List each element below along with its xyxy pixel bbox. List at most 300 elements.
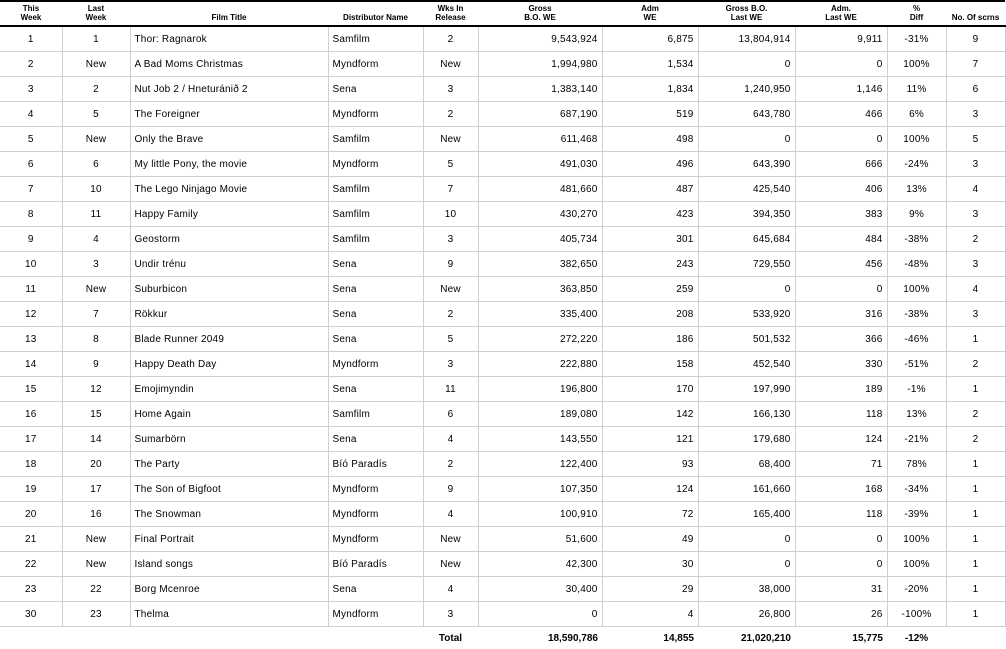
cell-last-week: 7: [62, 302, 130, 327]
cell-distributor: Samfilm: [328, 177, 423, 202]
cell-distributor: Sena: [328, 327, 423, 352]
cell-last-week: 3: [62, 252, 130, 277]
header-gross-last-we: Gross B.O. Last WE: [698, 1, 795, 26]
header-gross-bo-we: Gross B.O. WE: [478, 1, 602, 26]
cell-screens: 2: [946, 352, 1005, 377]
cell-last-week: 5: [62, 102, 130, 127]
cell-last-week: 20: [62, 452, 130, 477]
cell-percent-diff: -31%: [887, 26, 946, 52]
cell-weeks-in-release: 3: [423, 77, 478, 102]
cell-gross-last-we: 13,804,914: [698, 26, 795, 52]
cell-admissions-last-we: 383: [795, 202, 887, 227]
cell-weeks-in-release: 3: [423, 602, 478, 627]
cell-admissions-we: 496: [602, 152, 698, 177]
total-gross: 18,590,786: [478, 627, 602, 649]
cell-this-week: 12: [0, 302, 62, 327]
total-label: Total: [423, 627, 478, 649]
table-row: [0, 427, 1005, 452]
cell-this-week: 20: [0, 502, 62, 527]
cell-weeks-in-release: 3: [423, 227, 478, 252]
cell-film-title: The Son of Bigfoot: [130, 477, 328, 502]
cell-admissions-we: 259: [602, 277, 698, 302]
cell-this-week: 5: [0, 127, 62, 152]
cell-last-week: 16: [62, 502, 130, 527]
cell-admissions-we: 1,534: [602, 52, 698, 77]
cell-screens: 4: [946, 177, 1005, 202]
cell-admissions-last-we: 330: [795, 352, 887, 377]
cell-distributor: Sena: [328, 252, 423, 277]
table-row: [0, 77, 1005, 102]
cell-gross-bo-we: 481,660: [478, 177, 602, 202]
cell-weeks-in-release: 2: [423, 452, 478, 477]
cell-gross-last-we: 0: [698, 527, 795, 552]
cell-distributor: Samfilm: [328, 227, 423, 252]
cell-admissions-we: 243: [602, 252, 698, 277]
cell-gross-bo-we: 1,383,140: [478, 77, 602, 102]
cell-last-week: 11: [62, 202, 130, 227]
table-row: [0, 602, 1005, 627]
cell-admissions-last-we: 456: [795, 252, 887, 277]
cell-percent-diff: 6%: [887, 102, 946, 127]
total-gross-last: 21,020,210: [698, 627, 795, 649]
cell-admissions-we: 72: [602, 502, 698, 527]
cell-film-title: The Lego Ninjago Movie: [130, 177, 328, 202]
cell-distributor: Myndform: [328, 477, 423, 502]
cell-this-week: 6: [0, 152, 62, 177]
table-row: [0, 502, 1005, 527]
cell-admissions-last-we: 118: [795, 502, 887, 527]
cell-screens: 1: [946, 552, 1005, 577]
cell-distributor: Myndform: [328, 352, 423, 377]
cell-film-title: The Party: [130, 452, 328, 477]
cell-film-title: My little Pony, the movie: [130, 152, 328, 177]
cell-weeks-in-release: 2: [423, 302, 478, 327]
cell-percent-diff: -51%: [887, 352, 946, 377]
cell-gross-last-we: 161,660: [698, 477, 795, 502]
cell-percent-diff: 78%: [887, 452, 946, 477]
cell-last-week: 6: [62, 152, 130, 177]
cell-weeks-in-release: 5: [423, 152, 478, 177]
cell-screens: 1: [946, 502, 1005, 527]
cell-this-week: 18: [0, 452, 62, 477]
cell-gross-last-we: 452,540: [698, 352, 795, 377]
cell-weeks-in-release: New: [423, 277, 478, 302]
cell-admissions-last-we: 1,146: [795, 77, 887, 102]
cell-weeks-in-release: 2: [423, 102, 478, 127]
cell-film-title: Geostorm: [130, 227, 328, 252]
cell-percent-diff: -48%: [887, 252, 946, 277]
table-row: [0, 402, 1005, 427]
cell-admissions-last-we: 124: [795, 427, 887, 452]
cell-gross-last-we: 68,400: [698, 452, 795, 477]
table-row: [0, 352, 1005, 377]
cell-gross-bo-we: 272,220: [478, 327, 602, 352]
table-row: [0, 552, 1005, 577]
cell-gross-bo-we: 107,350: [478, 477, 602, 502]
cell-distributor: Myndform: [328, 502, 423, 527]
cell-gross-bo-we: 335,400: [478, 302, 602, 327]
table-row: [0, 327, 1005, 352]
table-row: [0, 527, 1005, 552]
cell-this-week: 13: [0, 327, 62, 352]
cell-gross-bo-we: 51,600: [478, 527, 602, 552]
cell-admissions-last-we: 26: [795, 602, 887, 627]
cell-screens: 3: [946, 302, 1005, 327]
cell-admissions-last-we: 9,911: [795, 26, 887, 52]
cell-admissions-we: 158: [602, 352, 698, 377]
cell-percent-diff: -1%: [887, 377, 946, 402]
cell-film-title: Nut Job 2 / Hneturánið 2: [130, 77, 328, 102]
cell-this-week: 11: [0, 277, 62, 302]
cell-admissions-we: 121: [602, 427, 698, 452]
table-row: [0, 452, 1005, 477]
cell-percent-diff: -38%: [887, 302, 946, 327]
cell-percent-diff: -46%: [887, 327, 946, 352]
cell-gross-bo-we: 363,850: [478, 277, 602, 302]
cell-this-week: 22: [0, 552, 62, 577]
cell-gross-bo-we: 42,300: [478, 552, 602, 577]
cell-gross-bo-we: 611,468: [478, 127, 602, 152]
cell-screens: 9: [946, 26, 1005, 52]
cell-last-week: 22: [62, 577, 130, 602]
cell-percent-diff: 100%: [887, 552, 946, 577]
cell-gross-bo-we: 405,734: [478, 227, 602, 252]
cell-admissions-last-we: 316: [795, 302, 887, 327]
table-row: [0, 102, 1005, 127]
cell-weeks-in-release: 9: [423, 252, 478, 277]
cell-gross-bo-we: 143,550: [478, 427, 602, 452]
cell-screens: 1: [946, 602, 1005, 627]
table-row: [0, 26, 1005, 52]
cell-admissions-we: 6,875: [602, 26, 698, 52]
table-row: [0, 277, 1005, 302]
table-row: [0, 477, 1005, 502]
cell-gross-bo-we: 100,910: [478, 502, 602, 527]
cell-percent-diff: -39%: [887, 502, 946, 527]
cell-distributor: Bíó Paradís: [328, 552, 423, 577]
table-row: [0, 202, 1005, 227]
cell-this-week: 2: [0, 52, 62, 77]
cell-screens: 1: [946, 527, 1005, 552]
cell-distributor: Samfilm: [328, 402, 423, 427]
cell-weeks-in-release: New: [423, 552, 478, 577]
cell-weeks-in-release: 7: [423, 177, 478, 202]
cell-screens: 1: [946, 477, 1005, 502]
total-row: [0, 627, 1005, 649]
cell-distributor: Sena: [328, 302, 423, 327]
cell-gross-bo-we: 122,400: [478, 452, 602, 477]
cell-screens: 1: [946, 377, 1005, 402]
cell-gross-bo-we: 189,080: [478, 402, 602, 427]
cell-last-week: New: [62, 277, 130, 302]
cell-film-title: Suburbicon: [130, 277, 328, 302]
cell-distributor: Bíó Paradís: [328, 452, 423, 477]
cell-last-week: 9: [62, 352, 130, 377]
cell-last-week: 15: [62, 402, 130, 427]
cell-gross-last-we: 166,130: [698, 402, 795, 427]
cell-screens: 1: [946, 327, 1005, 352]
cell-film-title: The Snowman: [130, 502, 328, 527]
cell-gross-bo-we: 30,400: [478, 577, 602, 602]
header-last-week: Last Week: [62, 1, 130, 26]
cell-film-title: Home Again: [130, 402, 328, 427]
table-row: [0, 152, 1005, 177]
cell-gross-last-we: 643,390: [698, 152, 795, 177]
cell-percent-diff: -24%: [887, 152, 946, 177]
cell-admissions-we: 423: [602, 202, 698, 227]
cell-gross-bo-we: 430,270: [478, 202, 602, 227]
cell-screens: 6: [946, 77, 1005, 102]
cell-percent-diff: 100%: [887, 527, 946, 552]
cell-gross-bo-we: 1,994,980: [478, 52, 602, 77]
cell-last-week: 17: [62, 477, 130, 502]
cell-film-title: Sumarbörn: [130, 427, 328, 452]
cell-last-week: 23: [62, 602, 130, 627]
cell-weeks-in-release: 4: [423, 502, 478, 527]
cell-last-week: New: [62, 527, 130, 552]
cell-film-title: Final Portrait: [130, 527, 328, 552]
cell-percent-diff: 13%: [887, 177, 946, 202]
cell-gross-last-we: 38,000: [698, 577, 795, 602]
header-screens: No. Of scrns: [946, 1, 1005, 26]
cell-screens: 7: [946, 52, 1005, 77]
cell-percent-diff: 100%: [887, 52, 946, 77]
cell-admissions-last-we: 666: [795, 152, 887, 177]
cell-gross-last-we: 1,240,950: [698, 77, 795, 102]
cell-admissions-last-we: 0: [795, 552, 887, 577]
cell-admissions-last-we: 31: [795, 577, 887, 602]
cell-this-week: 23: [0, 577, 62, 602]
cell-screens: 2: [946, 227, 1005, 252]
header-percent-diff: % Diff: [887, 1, 946, 26]
cell-admissions-last-we: 0: [795, 127, 887, 152]
total-adm: 14,855: [602, 627, 698, 649]
header-admissions-last-we: Adm. Last WE: [795, 1, 887, 26]
cell-admissions-we: 487: [602, 177, 698, 202]
cell-distributor: Sena: [328, 577, 423, 602]
cell-admissions-last-we: 366: [795, 327, 887, 352]
cell-weeks-in-release: New: [423, 527, 478, 552]
cell-gross-last-we: 0: [698, 52, 795, 77]
cell-film-title: Rökkur: [130, 302, 328, 327]
cell-gross-last-we: 179,680: [698, 427, 795, 452]
cell-admissions-last-we: 406: [795, 177, 887, 202]
cell-admissions-we: 30: [602, 552, 698, 577]
cell-this-week: 30: [0, 602, 62, 627]
cell-admissions-we: 93: [602, 452, 698, 477]
cell-gross-bo-we: 491,030: [478, 152, 602, 177]
cell-gross-last-we: 729,550: [698, 252, 795, 277]
cell-gross-last-we: 26,800: [698, 602, 795, 627]
cell-film-title: Happy Death Day: [130, 352, 328, 377]
cell-gross-bo-we: 382,650: [478, 252, 602, 277]
cell-distributor: Sena: [328, 377, 423, 402]
cell-this-week: 1: [0, 26, 62, 52]
cell-film-title: Undir trénu: [130, 252, 328, 277]
cell-gross-bo-we: 196,800: [478, 377, 602, 402]
cell-admissions-we: 4: [602, 602, 698, 627]
cell-this-week: 17: [0, 427, 62, 452]
cell-distributor: Sena: [328, 77, 423, 102]
cell-distributor: Myndform: [328, 52, 423, 77]
header-weeks-in-release: Wks In Release: [423, 1, 478, 26]
cell-this-week: 8: [0, 202, 62, 227]
cell-percent-diff: 9%: [887, 202, 946, 227]
cell-film-title: Blade Runner 2049: [130, 327, 328, 352]
cell-weeks-in-release: 5: [423, 327, 478, 352]
cell-screens: 3: [946, 152, 1005, 177]
cell-film-title: Thelma: [130, 602, 328, 627]
cell-gross-last-we: 501,532: [698, 327, 795, 352]
cell-film-title: Emojimyndin: [130, 377, 328, 402]
cell-this-week: 4: [0, 102, 62, 127]
table-row: [0, 377, 1005, 402]
cell-screens: 2: [946, 427, 1005, 452]
cell-percent-diff: 13%: [887, 402, 946, 427]
cell-distributor: Samfilm: [328, 26, 423, 52]
cell-screens: 5: [946, 127, 1005, 152]
cell-screens: 1: [946, 577, 1005, 602]
table-row: [0, 227, 1005, 252]
cell-percent-diff: -38%: [887, 227, 946, 252]
cell-distributor: Myndform: [328, 602, 423, 627]
cell-this-week: 3: [0, 77, 62, 102]
cell-this-week: 14: [0, 352, 62, 377]
header-this-week: This Week: [0, 1, 62, 26]
cell-percent-diff: -100%: [887, 602, 946, 627]
cell-this-week: 7: [0, 177, 62, 202]
cell-last-week: 12: [62, 377, 130, 402]
cell-film-title: A Bad Moms Christmas: [130, 52, 328, 77]
cell-gross-last-we: 165,400: [698, 502, 795, 527]
cell-weeks-in-release: 4: [423, 427, 478, 452]
cell-last-week: 1: [62, 26, 130, 52]
header-distributor: Distributor Name: [328, 1, 423, 26]
cell-last-week: 4: [62, 227, 130, 252]
cell-screens: 3: [946, 102, 1005, 127]
cell-screens: 2: [946, 402, 1005, 427]
cell-admissions-we: 124: [602, 477, 698, 502]
cell-gross-last-we: 0: [698, 127, 795, 152]
cell-admissions-last-we: 71: [795, 452, 887, 477]
cell-this-week: 21: [0, 527, 62, 552]
cell-film-title: Borg Mcenroe: [130, 577, 328, 602]
cell-admissions-last-we: 0: [795, 52, 887, 77]
cell-admissions-we: 170: [602, 377, 698, 402]
cell-screens: 1: [946, 452, 1005, 477]
cell-percent-diff: 100%: [887, 127, 946, 152]
cell-distributor: Samfilm: [328, 127, 423, 152]
table-row: [0, 177, 1005, 202]
cell-gross-last-we: 645,684: [698, 227, 795, 252]
cell-admissions-we: 186: [602, 327, 698, 352]
cell-weeks-in-release: 9: [423, 477, 478, 502]
table-row: [0, 127, 1005, 152]
table-row: [0, 302, 1005, 327]
cell-gross-bo-we: 9,543,924: [478, 26, 602, 52]
cell-percent-diff: 100%: [887, 277, 946, 302]
cell-distributor: Sena: [328, 427, 423, 452]
cell-film-title: Thor: Ragnarok: [130, 26, 328, 52]
cell-weeks-in-release: New: [423, 52, 478, 77]
cell-gross-last-we: 0: [698, 277, 795, 302]
cell-this-week: 9: [0, 227, 62, 252]
cell-weeks-in-release: 4: [423, 577, 478, 602]
cell-distributor: Myndform: [328, 527, 423, 552]
cell-admissions-last-we: 466: [795, 102, 887, 127]
cell-percent-diff: -34%: [887, 477, 946, 502]
table-header: [0, 1, 1005, 26]
cell-weeks-in-release: 2: [423, 26, 478, 52]
cell-last-week: 14: [62, 427, 130, 452]
cell-last-week: 8: [62, 327, 130, 352]
cell-gross-last-we: 0: [698, 552, 795, 577]
cell-percent-diff: -21%: [887, 427, 946, 452]
cell-distributor: Sena: [328, 277, 423, 302]
header-admissions-we: Adm WE: [602, 1, 698, 26]
cell-this-week: 19: [0, 477, 62, 502]
cell-screens: 3: [946, 252, 1005, 277]
cell-admissions-last-we: 189: [795, 377, 887, 402]
cell-admissions-last-we: 0: [795, 527, 887, 552]
cell-film-title: Island songs: [130, 552, 328, 577]
cell-admissions-last-we: 0: [795, 277, 887, 302]
cell-admissions-we: 1,834: [602, 77, 698, 102]
cell-last-week: New: [62, 127, 130, 152]
cell-distributor: Samfilm: [328, 202, 423, 227]
cell-this-week: 16: [0, 402, 62, 427]
cell-admissions-we: 498: [602, 127, 698, 152]
cell-last-week: New: [62, 552, 130, 577]
cell-weeks-in-release: 3: [423, 352, 478, 377]
cell-admissions-last-we: 484: [795, 227, 887, 252]
cell-admissions-we: 142: [602, 402, 698, 427]
cell-gross-last-we: 533,920: [698, 302, 795, 327]
cell-percent-diff: -20%: [887, 577, 946, 602]
cell-weeks-in-release: 11: [423, 377, 478, 402]
cell-gross-bo-we: 222,880: [478, 352, 602, 377]
total-diff: -12%: [887, 627, 946, 649]
table-row: [0, 577, 1005, 602]
cell-admissions-we: 29: [602, 577, 698, 602]
cell-distributor: Myndform: [328, 102, 423, 127]
cell-gross-bo-we: 0: [478, 602, 602, 627]
cell-admissions-we: 301: [602, 227, 698, 252]
cell-weeks-in-release: New: [423, 127, 478, 152]
cell-admissions-we: 49: [602, 527, 698, 552]
cell-gross-last-we: 425,540: [698, 177, 795, 202]
cell-admissions-we: 519: [602, 102, 698, 127]
table-row: [0, 52, 1005, 77]
cell-weeks-in-release: 6: [423, 402, 478, 427]
cell-film-title: Only the Brave: [130, 127, 328, 152]
header-film-title: Film Title: [130, 1, 328, 26]
total-adm-last: 15,775: [795, 627, 887, 649]
cell-admissions-last-we: 168: [795, 477, 887, 502]
table-body: [0, 26, 1005, 627]
cell-admissions-last-we: 118: [795, 402, 887, 427]
cell-gross-last-we: 643,780: [698, 102, 795, 127]
cell-film-title: The Foreigner: [130, 102, 328, 127]
cell-gross-bo-we: 687,190: [478, 102, 602, 127]
cell-gross-last-we: 394,350: [698, 202, 795, 227]
cell-gross-last-we: 197,990: [698, 377, 795, 402]
cell-last-week: New: [62, 52, 130, 77]
cell-screens: 3: [946, 202, 1005, 227]
cell-last-week: 2: [62, 77, 130, 102]
cell-percent-diff: 11%: [887, 77, 946, 102]
table-row: [0, 252, 1005, 277]
